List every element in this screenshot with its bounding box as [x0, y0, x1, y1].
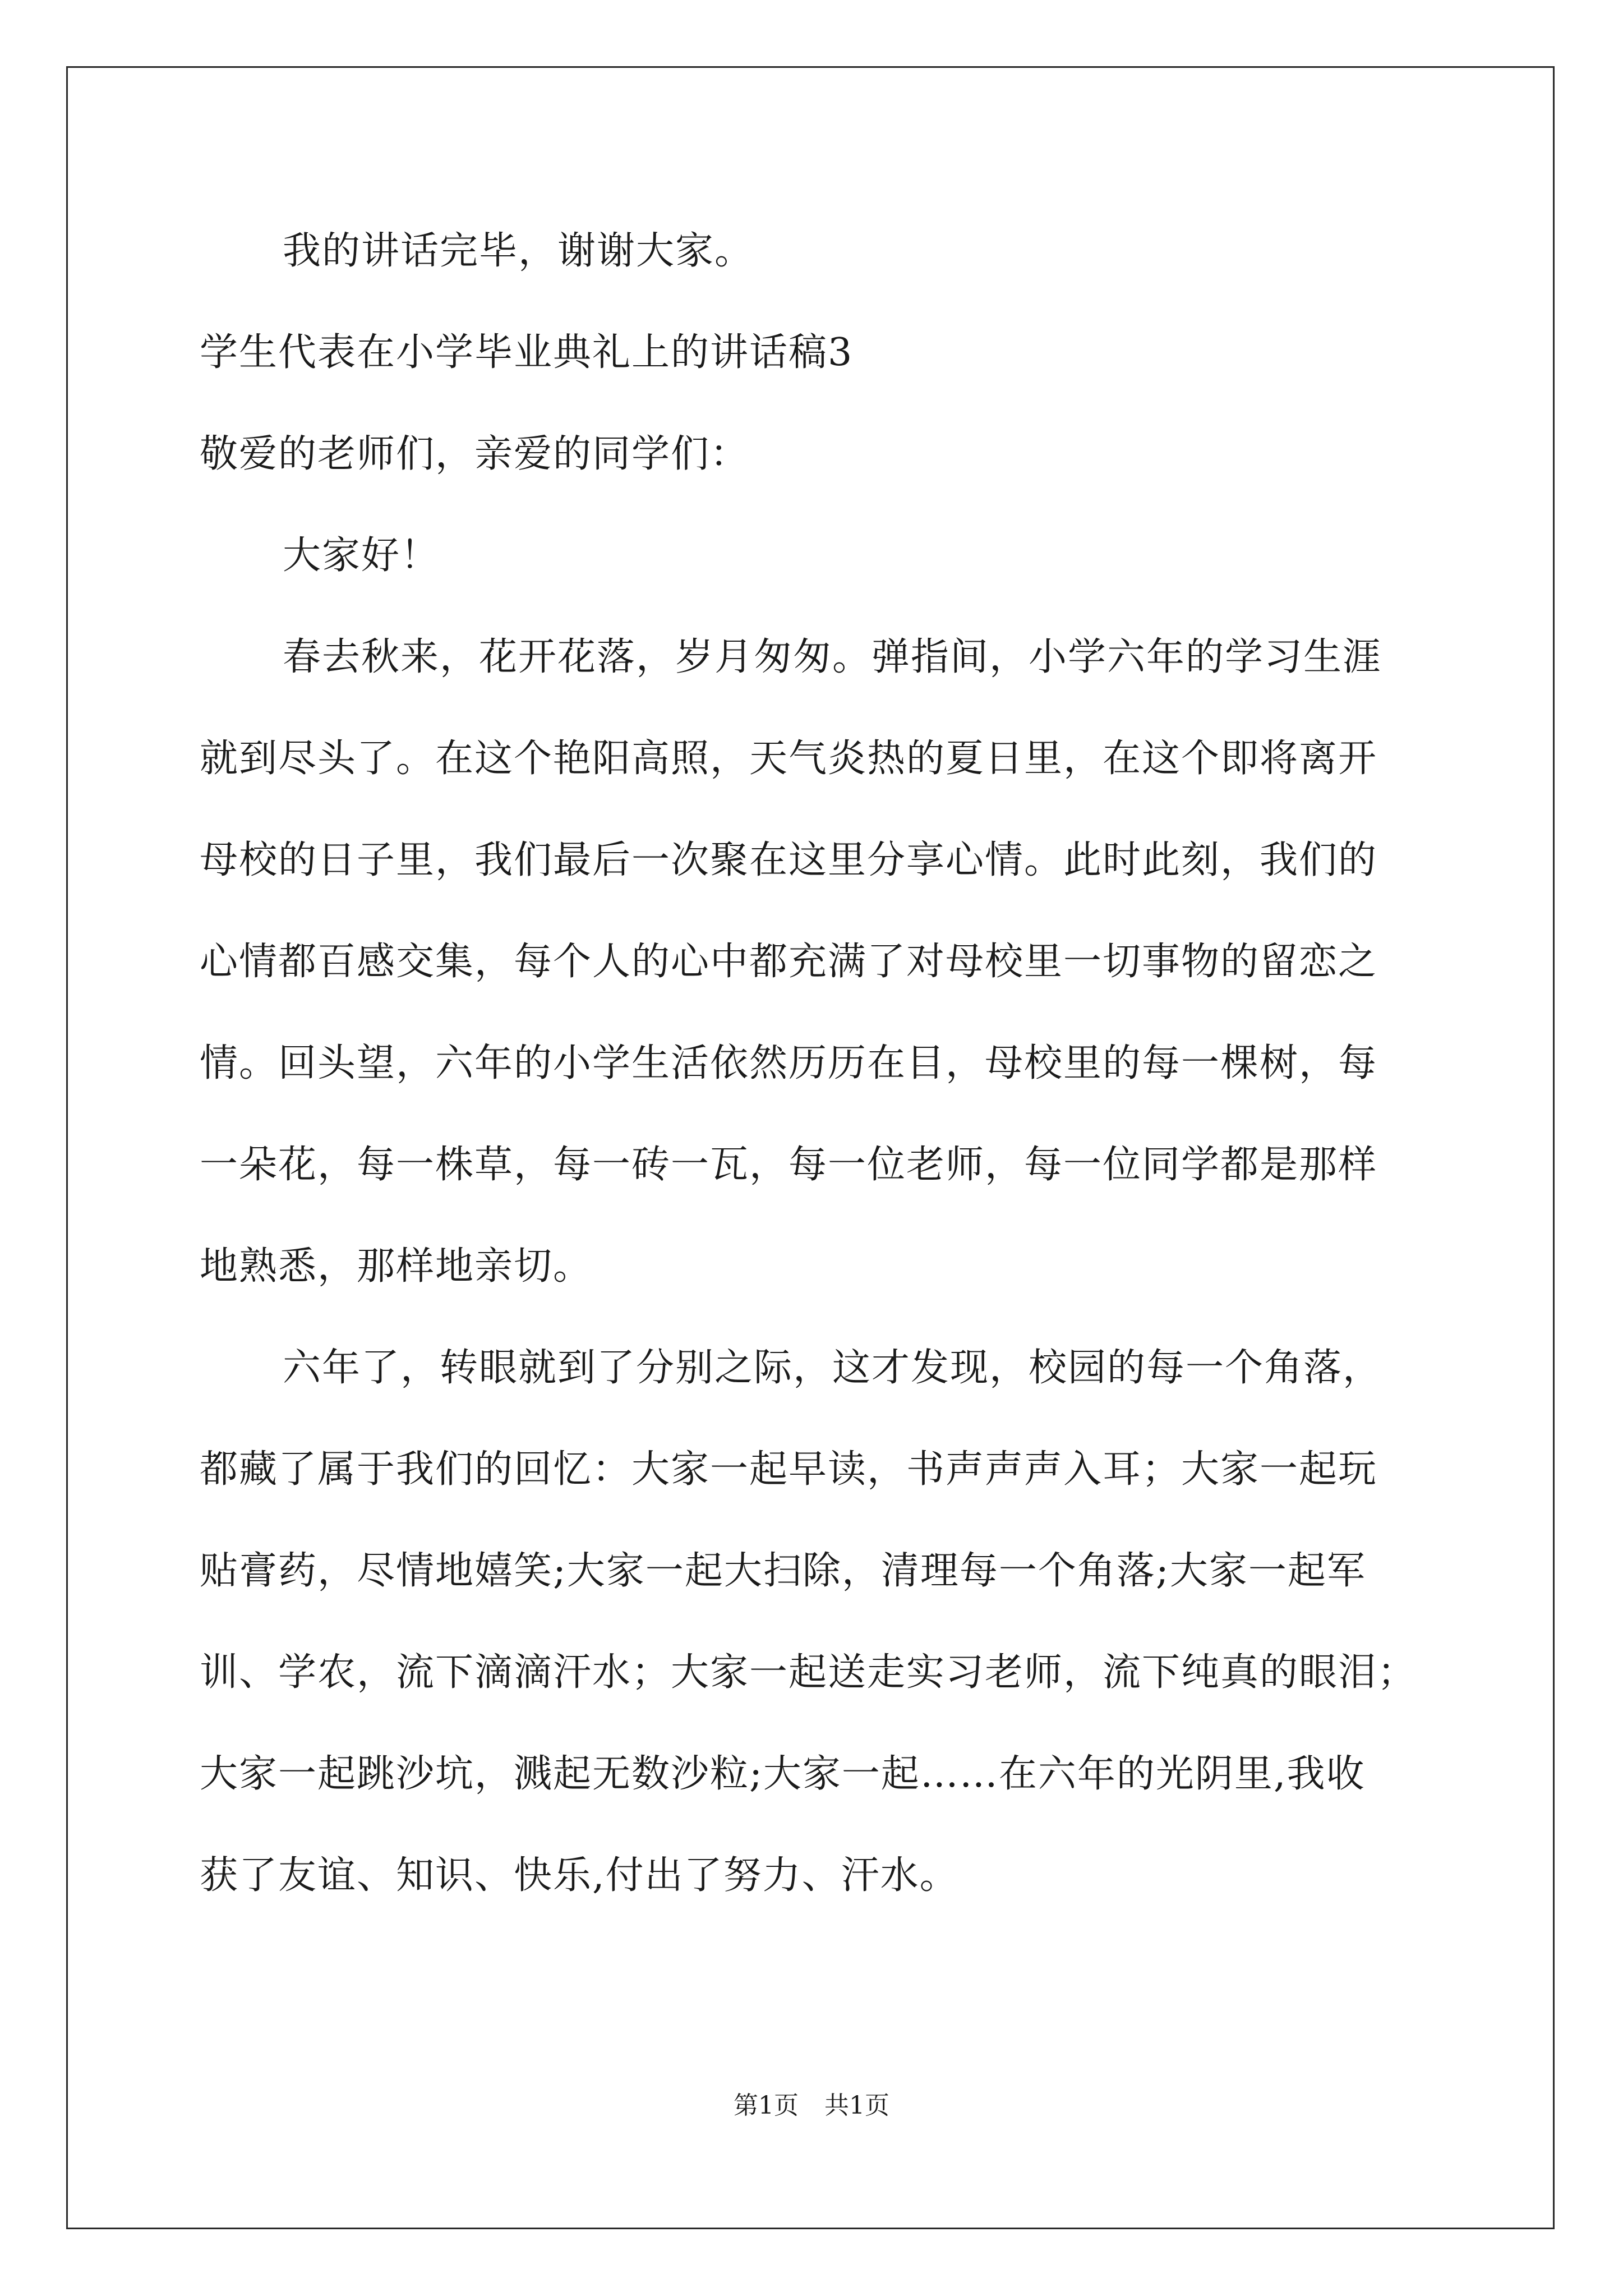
- paragraph-1-line-6: 一朵花，每一株草，每一砖一瓦，每一位老师，每一位同学都是那样: [200, 1143, 1378, 1187]
- paragraph-1-line-1: 春去秋来，花开花落，岁月匆匆。弹指间，小学六年的学习生涯: [283, 635, 1382, 679]
- paragraph-2-line-1: 六年了，转眼就到了分别之际，这才发现，校园的每一个角落，: [283, 1346, 1382, 1390]
- speech-title: 学生代表在小学毕业典礼上的讲话稿3: [200, 330, 854, 375]
- page-number-total: 共1页: [824, 2091, 889, 2120]
- page-number-current: 第1页: [734, 2091, 799, 2120]
- paragraph-1-line-3: 母校的日子里，我们最后一次聚在这里分享心情。此时此刻，我们的: [200, 838, 1378, 882]
- paragraph-2-line-6: 获了友谊、知识、快乐,付出了努力、汗水。: [200, 1853, 959, 1898]
- paragraph-2-line-5: 大家一起跳沙坑，溅起无数沙粒;大家一起……在六年的光阴里,我收: [200, 1752, 1366, 1796]
- paragraph-2-line-3: 贴膏药，尽情地嬉笑;大家一起大扫除，清理每一个角落;大家一起军: [200, 1549, 1366, 1593]
- page-footer: [0, 2090, 1623, 2122]
- paragraph-1-line-5: 情。回头望，六年的小学生活依然历历在目，母校里的每一棵树，每: [200, 1041, 1378, 1085]
- greeting: 大家好！: [283, 533, 440, 578]
- paragraph-2-line-2: 都藏了属于我们的回忆：大家一起早读，书声声声入耳；大家一起玩: [200, 1447, 1378, 1492]
- salutation: 敬爱的老师们，亲爱的同学们：: [200, 432, 750, 476]
- closing-sentence: 我的讲话完毕，谢谢大家。: [283, 229, 754, 273]
- paragraph-1-line-7: 地熟悉，那样地亲切。: [200, 1244, 593, 1289]
- paragraph-2-line-4: 训、学农，流下滴滴汗水；大家一起送走实习老师，流下纯真的眼泪；: [200, 1650, 1417, 1695]
- paragraph-1-line-4: 心情都百感交集，每个人的心中都充满了对母校里一切事物的留恋之: [200, 940, 1378, 984]
- paragraph-1-line-2: 就到尽头了。在这个艳阳高照，天气炎热的夏日里，在这个即将离开: [200, 737, 1378, 781]
